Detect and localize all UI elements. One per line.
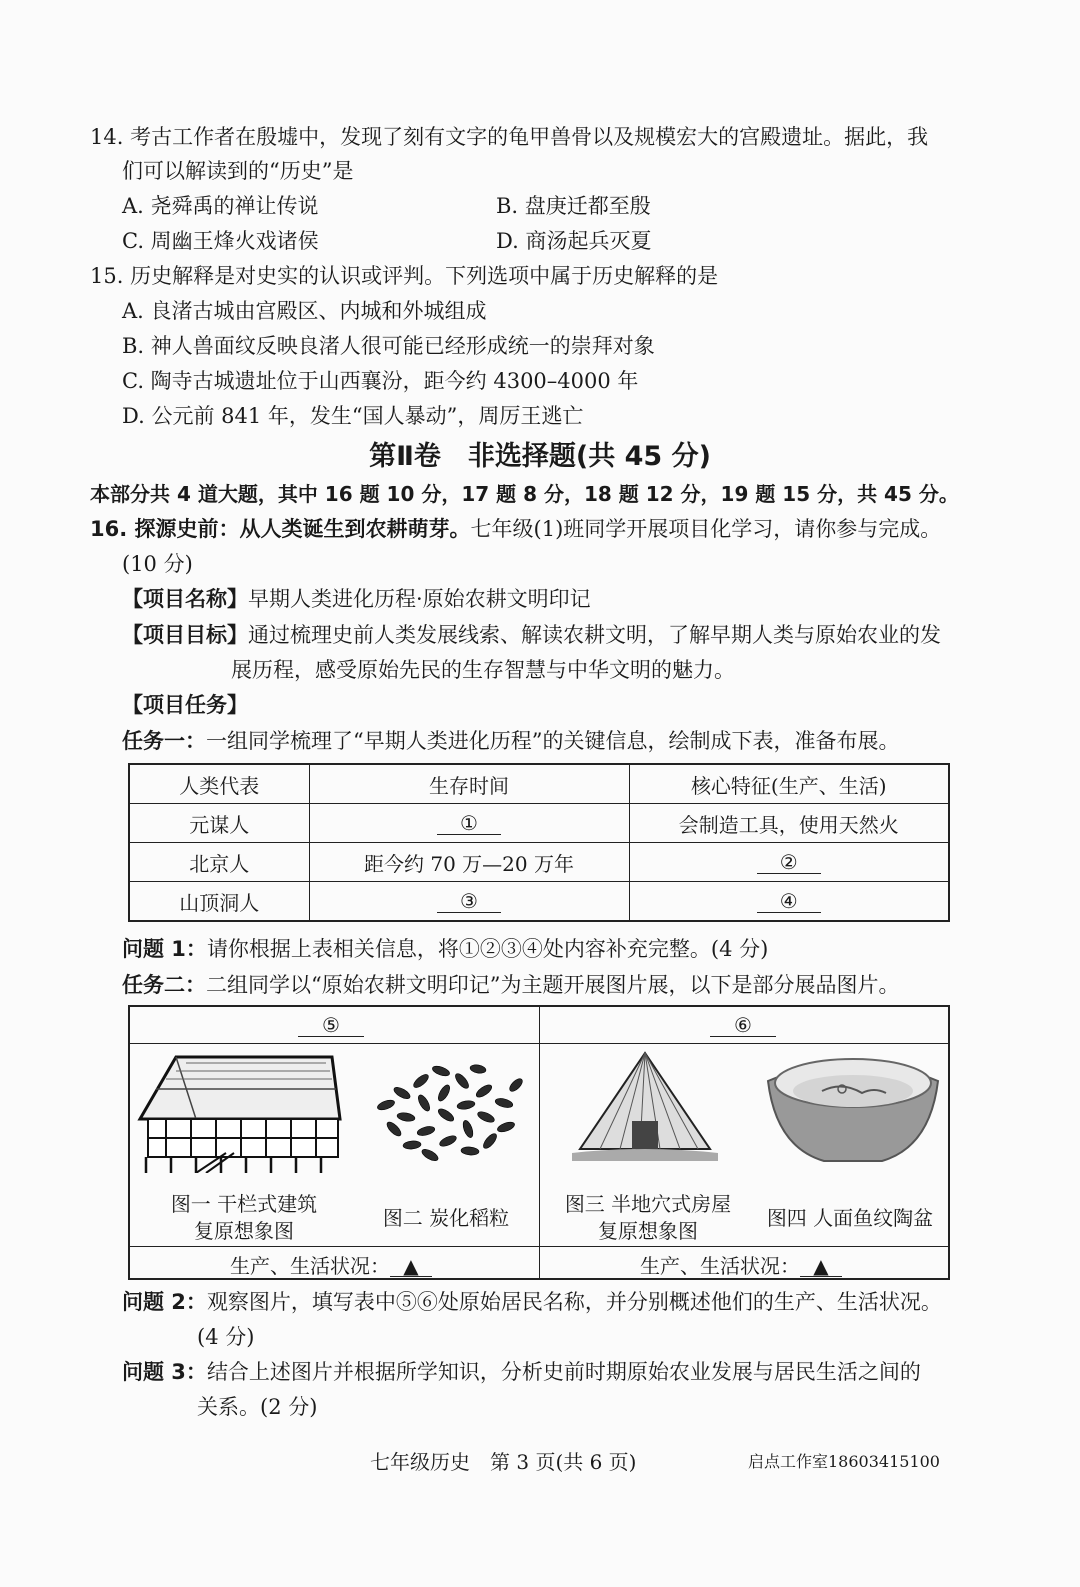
- q16-heading: [90, 519, 941, 540]
- table-cell: 会制造工具，使用天然火: [629, 804, 949, 843]
- task1-text: 一组同学梳理了“早期人类进化历程”的关键信息，绘制成下表，准备布展。: [206, 729, 900, 753]
- table-cell: 元谋人: [129, 804, 309, 843]
- question2: [122, 1292, 942, 1313]
- table-header-cell: 核心特征(生产、生活): [629, 764, 949, 804]
- blank-5: ⑤: [298, 1014, 364, 1037]
- task2: [122, 975, 899, 996]
- question1: [122, 939, 768, 960]
- table-divider: [130, 1043, 948, 1044]
- q15-option-d: D. 公元前 841 年，发生“国人暴动”，周厉王逃亡: [122, 404, 584, 428]
- fig3-caption-line2: 复原想象图: [598, 1219, 698, 1243]
- q14-line2: 们可以解读到的“历史”是: [122, 159, 354, 183]
- q14-option-d: D. 商汤起兵灭夏: [496, 229, 652, 253]
- q14-option-b: B. 盘庚迁都至殷: [496, 194, 651, 218]
- fig1-caption-line1: 图一 干栏式建筑: [170, 1192, 318, 1216]
- table-cell-blank: [629, 882, 949, 922]
- studio-watermark: 启点工作室18603415100: [748, 1452, 940, 1471]
- q15-option-a: A. 良渚古城由宫殿区、内城和外城组成: [122, 299, 487, 323]
- fig2-caption: 图二 炭化稻粒: [382, 1206, 510, 1230]
- question1-label: 问题 1：: [122, 937, 207, 961]
- table-cell: 北京人: [129, 843, 309, 882]
- question3: [122, 1362, 921, 1383]
- question2-score: (4 分): [197, 1325, 255, 1349]
- q14-option-c: C. 周幽王烽火戏诸侯: [122, 229, 319, 253]
- project-name-label: 【项目名称】: [122, 587, 248, 611]
- table-divider: [539, 1007, 540, 1278]
- task2-label: 任务二：: [122, 973, 206, 997]
- q16-heading-bold: 16. 探源史前：从人类诞生到农耕萌芽。: [90, 517, 471, 541]
- q15-option-b: B. 神人兽面纹反映良渚人很可能已经形成统一的崇拜对象: [122, 334, 655, 358]
- question3-line2: 关系。(2 分): [197, 1395, 318, 1419]
- status-right: [640, 1253, 842, 1280]
- table-cell-blank: [309, 804, 629, 843]
- status-label: 生产、生活状况：: [640, 1254, 800, 1278]
- project-task-label: 【项目任务】: [122, 693, 248, 717]
- q15-option-c: C. 陶寺古城遗址位于山西襄汾，距今约 4300–4000 年: [122, 369, 639, 393]
- fig3-caption-line1: 图三 半地穴式房屋: [564, 1192, 732, 1216]
- status-mark: ▲: [390, 1256, 432, 1277]
- semi-subterranean-house-illustration: [570, 1049, 720, 1173]
- page-footer: 七年级历史 第 3 页(共 6 页): [370, 1450, 637, 1474]
- table-header-row: [129, 764, 949, 804]
- project-name-text: 早期人类进化历程·原始农耕文明印记: [248, 587, 591, 611]
- project-goal: [122, 625, 941, 646]
- exhibit-table: [128, 1005, 950, 1280]
- table-row: [129, 804, 949, 843]
- project-goal-line2: 展历程，感受原始先民的生存智慧与中华文明的魅力。: [231, 658, 735, 682]
- question2-label: 问题 2：: [122, 1290, 207, 1314]
- pottery-basin-illustration: [762, 1051, 944, 1171]
- fig1-caption-line2: 复原想象图: [194, 1219, 294, 1243]
- table-cell-blank: [309, 882, 629, 922]
- project-name: [122, 589, 591, 610]
- table-cell: 山顶洞人: [129, 882, 309, 922]
- question1-text: 请你根据上表相关信息，将①②③④处内容补充完整。(4 分): [206, 937, 769, 961]
- blank-6: ⑥: [710, 1014, 776, 1037]
- blank-3: ③: [437, 890, 501, 913]
- q14-line1: 14. 考古工作者在殷墟中，发现了刻有文字的龟甲兽骨以及规模宏大的宫殿遗址。据此，我: [90, 125, 929, 149]
- table-row: [129, 882, 949, 922]
- fig3-caption: [548, 1191, 748, 1245]
- blank-2: ②: [757, 851, 821, 874]
- section-title: 第Ⅱ卷 非选择题(共 45 分): [369, 441, 711, 472]
- status-mark: ▲: [800, 1256, 842, 1277]
- table-header-cell: 生存时间: [309, 764, 629, 804]
- charred-rice-illustration: [366, 1055, 526, 1163]
- project-goal-label: 【项目目标】: [122, 623, 248, 647]
- table-divider: [130, 1246, 948, 1247]
- blank-4: ④: [757, 890, 821, 913]
- table-header-cell: 人类代表: [129, 764, 309, 804]
- task1-label: 任务一：: [122, 729, 206, 753]
- status-left: [230, 1253, 432, 1280]
- evolution-table: [128, 763, 950, 922]
- fig1-caption: [144, 1191, 344, 1245]
- task2-text: 二组同学以“原始农耕文明印记”为主题开展图片展，以下是部分展品图片。: [206, 973, 900, 997]
- question3-label: 问题 3：: [122, 1360, 207, 1384]
- task1: [122, 731, 899, 752]
- table-cell-blank: [629, 843, 949, 882]
- table-row: [129, 843, 949, 882]
- status-label: 生产、生活状况：: [230, 1254, 390, 1278]
- question2-text: 观察图片，填写表中⑤⑥处原始居民名称，并分别概述他们的生产、生活状况。: [206, 1290, 942, 1314]
- section-note: 本部分共 4 道大题，其中 16 题 10 分，17 题 8 分，18 题 12 分，19 题 15 分，共 45 分。: [90, 482, 959, 506]
- stilt-house-illustration: [136, 1049, 342, 1173]
- q15-stem: 15. 历史解释是对史实的认识或评判。下列选项中属于历史解释的是: [90, 264, 719, 288]
- q14-option-a: A. 尧舜禹的禅让传说: [122, 194, 319, 218]
- question3-text: 结合上述图片并根据所学知识，分析史前时期原始农业发展与居民生活之间的: [206, 1360, 921, 1384]
- q16-score: (10 分): [122, 552, 193, 576]
- project-goal-text: 通过梳理史前人类发展线索、解读农耕文明，了解早期人类与原始农业的发: [248, 623, 941, 647]
- blank-1: ①: [437, 812, 501, 835]
- q16-heading-rest: 七年级(1)班同学开展项目化学习，请你参与完成。: [470, 517, 942, 541]
- fig4-caption: 图四 人面鱼纹陶盆: [766, 1206, 934, 1230]
- table-cell: 距今约 70 万—20 万年: [309, 843, 629, 882]
